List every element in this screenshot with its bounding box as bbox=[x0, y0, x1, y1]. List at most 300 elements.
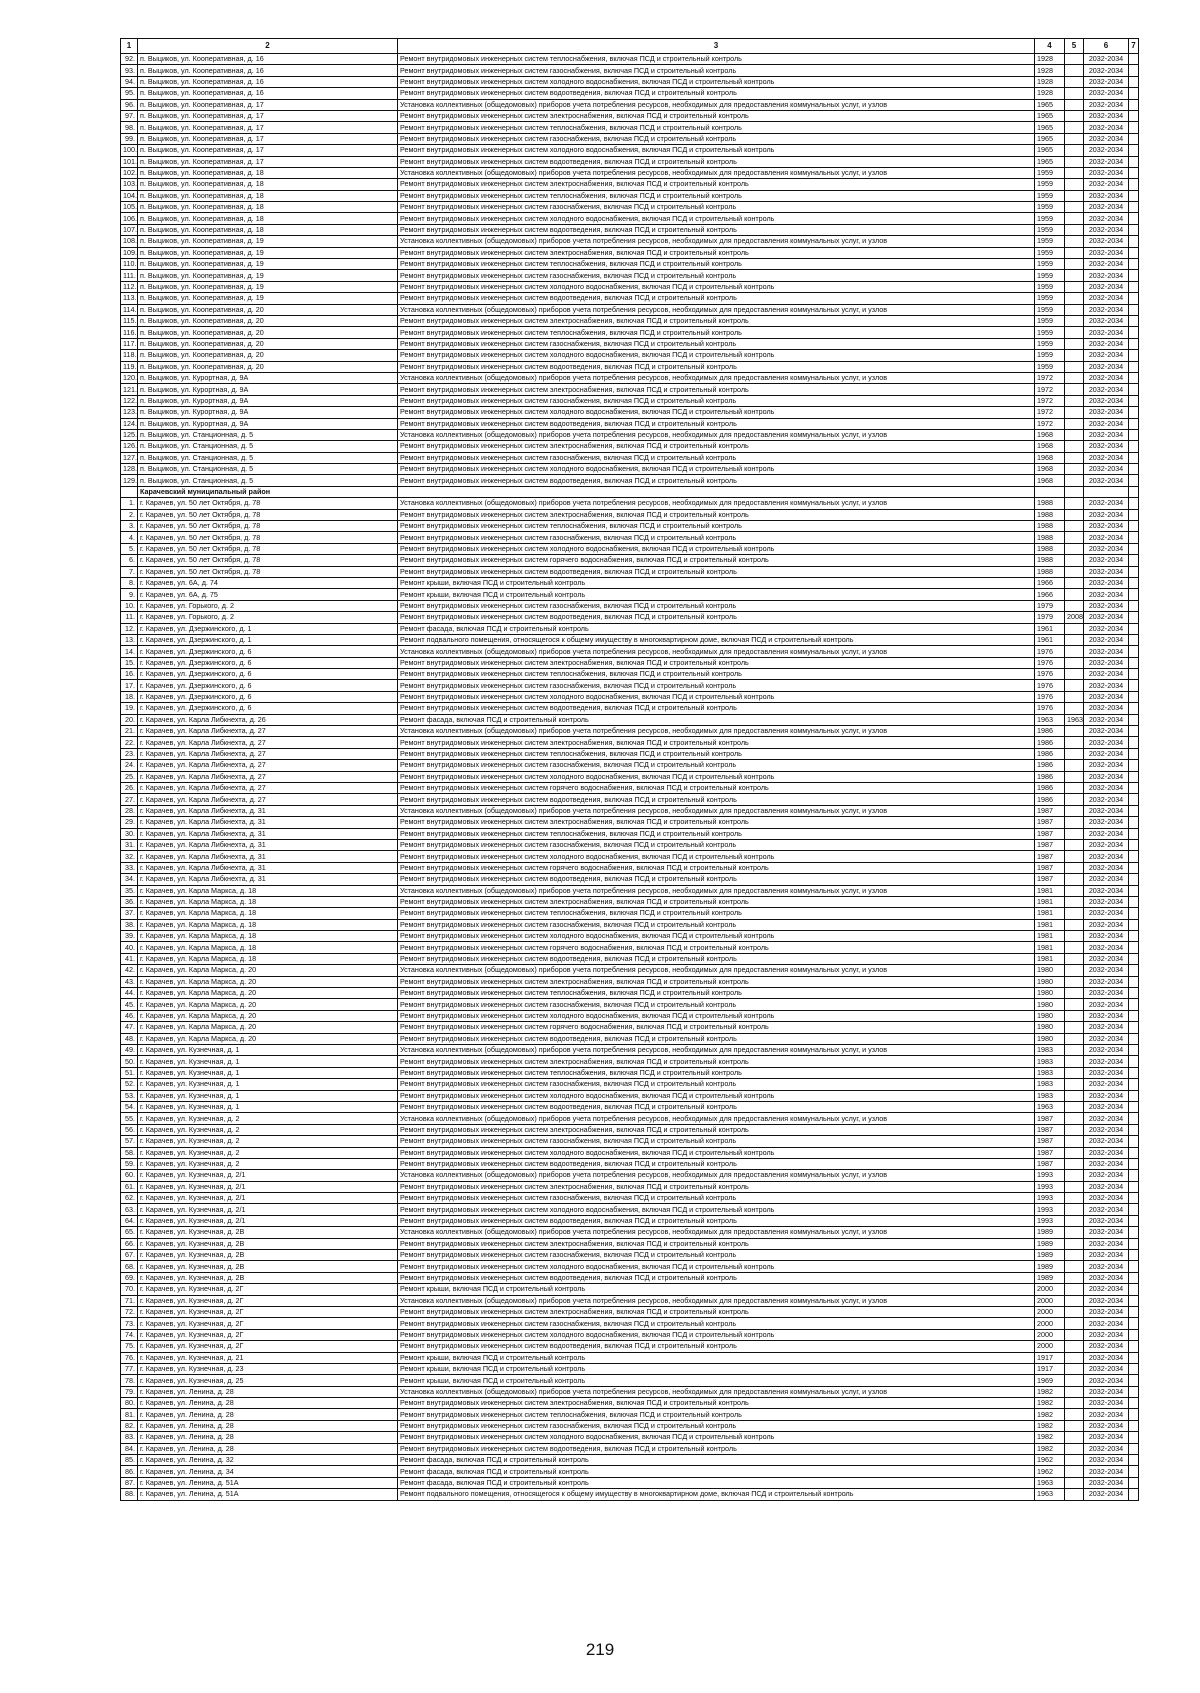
work-type-cell: Ремонт внутридомовых инженерных систем холодного водоснабжения, включая ПСД и строительный контроль bbox=[398, 1204, 1035, 1215]
table-row bbox=[121, 475, 1139, 486]
row-number-cell: 46. bbox=[121, 1010, 138, 1021]
period-cell: 2032-2034 bbox=[1084, 1489, 1129, 1500]
year-cell bbox=[1065, 509, 1084, 520]
build-year-cell: 1981 bbox=[1035, 942, 1065, 953]
period-cell: 2032-2034 bbox=[1084, 521, 1129, 532]
period-cell: 2032-2034 bbox=[1084, 293, 1129, 304]
blank-cell bbox=[1129, 566, 1139, 577]
year-cell bbox=[1065, 1158, 1084, 1169]
build-year-cell: 1961 bbox=[1035, 623, 1065, 634]
year-cell bbox=[1065, 783, 1084, 794]
address-cell: г. Карачев, ул. Карла Маркса, д. 18 bbox=[138, 942, 398, 953]
build-year-cell: 1976 bbox=[1035, 703, 1065, 714]
build-year-cell: 1965 bbox=[1035, 145, 1065, 156]
work-type-cell: Ремонт внутридомовых инженерных систем газоснабжения, включая ПСД и строительный контроль bbox=[398, 1318, 1035, 1329]
row-number-cell: 48. bbox=[121, 1033, 138, 1044]
period-cell: 2032-2034 bbox=[1084, 236, 1129, 247]
work-type-cell: Ремонт внутридомовых инженерных систем водоотведения, включая ПСД и строительный контроль bbox=[398, 1033, 1035, 1044]
address-cell: г. Карачев, ул. Кузнечная, д. 2Г bbox=[138, 1341, 398, 1352]
period-cell: 2032-2034 bbox=[1084, 1432, 1129, 1443]
row-number-cell: 6. bbox=[121, 555, 138, 566]
build-year-cell: 1972 bbox=[1035, 418, 1065, 429]
blank-cell bbox=[1129, 99, 1139, 110]
table-row bbox=[121, 145, 1139, 156]
period-cell: 2032-2034 bbox=[1084, 350, 1129, 361]
year-cell bbox=[1065, 486, 1084, 497]
period-cell: 2032-2034 bbox=[1084, 1044, 1129, 1055]
table-row bbox=[121, 1079, 1139, 1090]
address-cell: г. Карачев, ул. Дзержинского, д. 6 bbox=[138, 691, 398, 702]
row-number-cell: 105. bbox=[121, 202, 138, 213]
build-year-cell: 1986 bbox=[1035, 737, 1065, 748]
work-type-cell: Ремонт внутридомовых инженерных систем водоотведения, включая ПСД и строительный контроль bbox=[398, 874, 1035, 885]
period-cell: 2032-2034 bbox=[1084, 1204, 1129, 1215]
row-number-cell: 87. bbox=[121, 1477, 138, 1488]
blank-cell bbox=[1129, 896, 1139, 907]
period-cell: 2032-2034 bbox=[1084, 1022, 1129, 1033]
year-cell bbox=[1065, 942, 1084, 953]
row-number-cell: 37. bbox=[121, 908, 138, 919]
address-cell: г. Карачев, ул. 50 лет Октября, д. 78 bbox=[138, 555, 398, 566]
blank-cell bbox=[1129, 54, 1139, 65]
work-type-cell: Ремонт крыши, включая ПСД и строительный контроль bbox=[398, 1363, 1035, 1374]
build-year-cell: 1983 bbox=[1035, 1079, 1065, 1090]
row-number-cell: 110. bbox=[121, 259, 138, 270]
work-type-cell: Ремонт внутридомовых инженерных систем газоснабжения, включая ПСД и строительный контроль bbox=[398, 338, 1035, 349]
address-cell: п. Выциков, ул. Кооперативная, д. 18 bbox=[138, 213, 398, 224]
table-row bbox=[121, 1101, 1139, 1112]
table-row bbox=[121, 1215, 1139, 1226]
table-row bbox=[121, 372, 1139, 383]
build-year-cell: 1986 bbox=[1035, 726, 1065, 737]
year-cell bbox=[1065, 908, 1084, 919]
work-type-cell: Ремонт внутридомовых инженерных систем электроснабжения, включая ПСД и строительный контроль bbox=[398, 247, 1035, 258]
work-type-cell: Ремонт внутридомовых инженерных систем горячего водоснабжения, включая ПСД и строительный контроль bbox=[398, 1022, 1035, 1033]
work-type-cell: Ремонт внутридомовых инженерных систем электроснабжения, включая ПСД и строительный контроль bbox=[398, 1124, 1035, 1135]
year-cell bbox=[1065, 794, 1084, 805]
table-row bbox=[121, 1261, 1139, 1272]
blank-cell bbox=[1129, 145, 1139, 156]
period-cell: 2032-2034 bbox=[1084, 259, 1129, 270]
build-year-cell: 1959 bbox=[1035, 327, 1065, 338]
work-type-cell: Ремонт внутридомовых инженерных систем газоснабжения, включая ПСД и строительный контроль bbox=[398, 600, 1035, 611]
build-year-cell: 1989 bbox=[1035, 1272, 1065, 1283]
work-type-cell: Ремонт внутридомовых инженерных систем теплоснабжения, включая ПСД и строительный контроль bbox=[398, 122, 1035, 133]
blank-cell bbox=[1129, 771, 1139, 782]
col-header-2: 2 bbox=[138, 39, 398, 54]
row-number-cell: 84. bbox=[121, 1443, 138, 1454]
blank-cell bbox=[1129, 464, 1139, 475]
row-number-cell: 32. bbox=[121, 851, 138, 862]
work-type-cell: Установка коллективных (общедомовых) приборов учета потребления ресурсов, необходимых для предоставления коммунальных услуг, и узлов bbox=[398, 498, 1035, 509]
year-cell bbox=[1065, 1238, 1084, 1249]
work-type-cell: Ремонт внутридомовых инженерных систем газоснабжения, включая ПСД и строительный контроль bbox=[398, 1250, 1035, 1261]
year-cell bbox=[1065, 1136, 1084, 1147]
blank-cell bbox=[1129, 817, 1139, 828]
year-cell bbox=[1065, 737, 1084, 748]
row-number-cell: 124. bbox=[121, 418, 138, 429]
table-row bbox=[121, 1306, 1139, 1317]
year-cell bbox=[1065, 874, 1084, 885]
table-row bbox=[121, 1318, 1139, 1329]
period-cell: 2032-2034 bbox=[1084, 475, 1129, 486]
build-year-cell: 1989 bbox=[1035, 1250, 1065, 1261]
row-number-cell: 38. bbox=[121, 919, 138, 930]
table-row bbox=[121, 566, 1139, 577]
year-cell bbox=[1065, 213, 1084, 224]
build-year-cell: 1981 bbox=[1035, 885, 1065, 896]
work-type-cell: Установка коллективных (общедомовых) приборов учета потребления ресурсов, необходимых для предоставления коммунальных услуг, и узлов bbox=[398, 1227, 1035, 1238]
period-cell: 2032-2034 bbox=[1084, 110, 1129, 121]
year-cell bbox=[1065, 669, 1084, 680]
period-cell: 2032-2034 bbox=[1084, 156, 1129, 167]
blank-cell bbox=[1129, 350, 1139, 361]
row-number-cell: 104. bbox=[121, 190, 138, 201]
row-number-cell: 97. bbox=[121, 110, 138, 121]
blank-cell bbox=[1129, 475, 1139, 486]
year-cell bbox=[1065, 1455, 1084, 1466]
build-year-cell: 1981 bbox=[1035, 908, 1065, 919]
table-row bbox=[121, 293, 1139, 304]
address-cell: п. Выциков, ул. Курортная, д. 9А bbox=[138, 418, 398, 429]
address-cell: п. Выциков, ул. Кооперативная, д. 19 bbox=[138, 259, 398, 270]
period-cell: 2032-2034 bbox=[1084, 726, 1129, 737]
blank-cell bbox=[1129, 179, 1139, 190]
period-cell: 2032-2034 bbox=[1084, 1284, 1129, 1295]
table-row bbox=[121, 691, 1139, 702]
year-cell bbox=[1065, 122, 1084, 133]
work-type-cell: Ремонт внутридомовых инженерных систем теплоснабжения, включая ПСД и строительный контроль bbox=[398, 327, 1035, 338]
period-cell: 2032-2034 bbox=[1084, 361, 1129, 372]
period-cell: 2032-2034 bbox=[1084, 464, 1129, 475]
table-row bbox=[121, 1420, 1139, 1431]
work-type-cell: Ремонт внутридомовых инженерных систем холодного водоснабжения, включая ПСД и строительный контроль bbox=[398, 350, 1035, 361]
blank-cell bbox=[1129, 236, 1139, 247]
row-number-cell: 41. bbox=[121, 953, 138, 964]
build-year-cell: 1987 bbox=[1035, 1124, 1065, 1135]
blank-cell bbox=[1129, 988, 1139, 999]
address-cell: г. Карачев, ул. Кузнечная, д. 1 bbox=[138, 1067, 398, 1078]
work-type-cell: Установка коллективных (общедомовых) приборов учета потребления ресурсов, необходимых для предоставления коммунальных услуг, и узлов bbox=[398, 885, 1035, 896]
address-cell: п. Выциков, ул. Кооперативная, д. 20 bbox=[138, 350, 398, 361]
work-type-cell: Ремонт внутридомовых инженерных систем электроснабжения, включая ПСД и строительный контроль bbox=[398, 509, 1035, 520]
blank-cell bbox=[1129, 874, 1139, 885]
blank-cell bbox=[1129, 931, 1139, 942]
address-cell: п. Выциков, ул. Кооперативная, д. 17 bbox=[138, 133, 398, 144]
blank-cell bbox=[1129, 726, 1139, 737]
period-cell: 2032-2034 bbox=[1084, 509, 1129, 520]
blank-cell bbox=[1129, 1409, 1139, 1420]
address-cell: п. Выциков, ул. Кооперативная, д. 17 bbox=[138, 99, 398, 110]
build-year-cell: 1982 bbox=[1035, 1420, 1065, 1431]
address-cell: г. Карачев, ул. Карла Либкнехта, д. 27 bbox=[138, 748, 398, 759]
build-year-cell: 1980 bbox=[1035, 965, 1065, 976]
table-row bbox=[121, 88, 1139, 99]
period-cell: 2032-2034 bbox=[1084, 1067, 1129, 1078]
table-row bbox=[121, 1363, 1139, 1374]
work-type-cell: Ремонт фасада, включая ПСД и строительный контроль bbox=[398, 1477, 1035, 1488]
address-cell: г. Карачев, ул. Дзержинского, д. 6 bbox=[138, 680, 398, 691]
row-number-cell: 26. bbox=[121, 783, 138, 794]
table-row bbox=[121, 133, 1139, 144]
build-year-cell: 1987 bbox=[1035, 1147, 1065, 1158]
address-cell: п. Выциков, ул. Кооперативная, д. 17 bbox=[138, 156, 398, 167]
period-cell: 2032-2034 bbox=[1084, 441, 1129, 452]
year-cell bbox=[1065, 976, 1084, 987]
row-number-cell: 9. bbox=[121, 589, 138, 600]
build-year-cell: 1989 bbox=[1035, 1227, 1065, 1238]
blank-cell bbox=[1129, 748, 1139, 759]
address-cell: г. Карачев, ул. Горького, д. 2 bbox=[138, 612, 398, 623]
table-row bbox=[121, 737, 1139, 748]
address-cell: г. Карачев, ул. Ленина, д. 28 bbox=[138, 1443, 398, 1454]
address-cell: г. Карачев, ул. Кузнечная, д. 2Г bbox=[138, 1318, 398, 1329]
address-cell: г. Карачев, ул. 6А, д. 75 bbox=[138, 589, 398, 600]
blank-cell bbox=[1129, 1295, 1139, 1306]
work-type-cell: Ремонт внутридомовых инженерных систем горячего водоснабжения, включая ПСД и строительный контроль bbox=[398, 783, 1035, 794]
blank-cell bbox=[1129, 1250, 1139, 1261]
table-row bbox=[121, 623, 1139, 634]
address-cell: г. Карачев, ул. Ленина, д. 51А bbox=[138, 1477, 398, 1488]
period-cell: 2032-2034 bbox=[1084, 828, 1129, 839]
blank-cell bbox=[1129, 384, 1139, 395]
period-cell: 2032-2034 bbox=[1084, 1136, 1129, 1147]
build-year-cell: 1987 bbox=[1035, 1136, 1065, 1147]
table-row bbox=[121, 1398, 1139, 1409]
address-cell: г. Карачев, ул. Карла Либкнехта, д. 27 bbox=[138, 794, 398, 805]
address-cell: п. Выциков, ул. Курортная, д. 9А bbox=[138, 407, 398, 418]
work-type-cell: Ремонт внутридомовых инженерных систем горячего водоснабжения, включая ПСД и строительный контроль bbox=[398, 942, 1035, 953]
row-number-cell: 59. bbox=[121, 1158, 138, 1169]
work-type-cell: Ремонт внутридомовых инженерных систем теплоснабжения, включая ПСД и строительный контроль bbox=[398, 828, 1035, 839]
row-number-cell: 78. bbox=[121, 1375, 138, 1386]
address-cell: г. Карачев, ул. Кузнечная, д. 2В bbox=[138, 1261, 398, 1272]
table-row bbox=[121, 908, 1139, 919]
blank-cell bbox=[1129, 600, 1139, 611]
blank-cell bbox=[1129, 521, 1139, 532]
address-cell: г. Карачев, ул. Карла Маркса, д. 18 bbox=[138, 931, 398, 942]
blank-cell bbox=[1129, 862, 1139, 873]
address-cell: п. Выциков, ул. Кооперативная, д. 18 bbox=[138, 190, 398, 201]
row-number-cell: 72. bbox=[121, 1306, 138, 1317]
build-year-cell: 1959 bbox=[1035, 350, 1065, 361]
work-type-cell: Ремонт крыши, включая ПСД и строительный контроль bbox=[398, 589, 1035, 600]
address-cell: г. Карачев, ул. Кузнечная, д. 1 bbox=[138, 1101, 398, 1112]
address-cell: п. Выциков, ул. Кооперативная, д. 20 bbox=[138, 327, 398, 338]
address-cell: п. Выциков, ул. Станционная, д. 5 bbox=[138, 429, 398, 440]
address-cell: п. Выциков, ул. Курортная, д. 9А bbox=[138, 384, 398, 395]
blank-cell bbox=[1129, 76, 1139, 87]
build-year-cell: 1928 bbox=[1035, 54, 1065, 65]
build-year-cell: 1987 bbox=[1035, 817, 1065, 828]
address-cell: п. Выциков, ул. Кооперативная, д. 18 bbox=[138, 202, 398, 213]
table-row bbox=[121, 315, 1139, 326]
work-type-cell: Ремонт внутридомовых инженерных систем электроснабжения, включая ПСД и строительный контроль bbox=[398, 1398, 1035, 1409]
build-year-cell: 1986 bbox=[1035, 771, 1065, 782]
address-cell: г. Карачев, ул. Карла Либкнехта, д. 27 bbox=[138, 771, 398, 782]
address-cell: п. Выциков, ул. Кооперативная, д. 18 bbox=[138, 167, 398, 178]
address-cell: г. Карачев, ул. Ленина, д. 28 bbox=[138, 1432, 398, 1443]
work-type-cell: Ремонт фасада, включая ПСД и строительный контроль bbox=[398, 714, 1035, 725]
build-year-cell: 1965 bbox=[1035, 156, 1065, 167]
work-type-cell: Ремонт внутридомовых инженерных систем газоснабжения, включая ПСД и строительный контроль bbox=[398, 202, 1035, 213]
year-cell bbox=[1065, 1079, 1084, 1090]
year-cell bbox=[1065, 1250, 1084, 1261]
period-cell: 2032-2034 bbox=[1084, 680, 1129, 691]
blank-cell bbox=[1129, 783, 1139, 794]
row-number-cell: 56. bbox=[121, 1124, 138, 1135]
build-year-cell: 1987 bbox=[1035, 1158, 1065, 1169]
build-year-cell: 1972 bbox=[1035, 407, 1065, 418]
work-type-cell: Ремонт внутридомовых инженерных систем электроснабжения, включая ПСД и строительный контроль bbox=[398, 110, 1035, 121]
address-cell: п. Выциков, ул. Кооперативная, д. 19 bbox=[138, 293, 398, 304]
year-cell bbox=[1065, 110, 1084, 121]
year-cell bbox=[1065, 1204, 1084, 1215]
table-row bbox=[121, 190, 1139, 201]
blank-cell bbox=[1129, 1010, 1139, 1021]
address-cell: п. Выциков, ул. Кооперативная, д. 20 bbox=[138, 338, 398, 349]
period-cell: 2032-2034 bbox=[1084, 1261, 1129, 1272]
address-cell: г. Карачев, ул. Карла Маркса, д. 20 bbox=[138, 988, 398, 999]
work-type-cell: Ремонт внутридомовых инженерных систем холодного водоснабжения, включая ПСД и строительный контроль bbox=[398, 281, 1035, 292]
table-row bbox=[121, 1147, 1139, 1158]
year-cell bbox=[1065, 1477, 1084, 1488]
row-number-cell: 106. bbox=[121, 213, 138, 224]
period-cell: 2032-2034 bbox=[1084, 122, 1129, 133]
table-row bbox=[121, 281, 1139, 292]
period-cell: 2032-2034 bbox=[1084, 589, 1129, 600]
table-row bbox=[121, 1113, 1139, 1124]
work-type-cell: Ремонт внутридомовых инженерных систем водоотведения, включая ПСД и строительный контроль bbox=[398, 794, 1035, 805]
work-type-cell: Ремонт внутридомовых инженерных систем электроснабжения, включая ПСД и строительный контроль bbox=[398, 817, 1035, 828]
year-cell bbox=[1065, 202, 1084, 213]
row-number-cell: 31. bbox=[121, 839, 138, 850]
column-number-row bbox=[121, 39, 1139, 54]
col-header-1: 1 bbox=[121, 39, 138, 54]
year-cell bbox=[1065, 862, 1084, 873]
work-type-cell: Ремонт внутридомовых инженерных систем газоснабжения, включая ПСД и строительный контроль bbox=[398, 532, 1035, 543]
row-number-cell: 123. bbox=[121, 407, 138, 418]
work-type-cell: Ремонт внутридомовых инженерных систем водоотведения, включая ПСД и строительный контроль bbox=[398, 224, 1035, 235]
period-cell: 2032-2034 bbox=[1084, 965, 1129, 976]
table-row bbox=[121, 110, 1139, 121]
period-cell: 2032-2034 bbox=[1084, 691, 1129, 702]
table-row bbox=[121, 1375, 1139, 1386]
col-header-5: 5 bbox=[1065, 39, 1084, 54]
period-cell: 2032-2034 bbox=[1084, 1250, 1129, 1261]
table-row bbox=[121, 1136, 1139, 1147]
work-type-cell: Ремонт внутридомовых инженерных систем водоотведения, включая ПСД и строительный контроль bbox=[398, 1272, 1035, 1283]
period-cell: 2032-2034 bbox=[1084, 133, 1129, 144]
work-type-cell: Установка коллективных (общедомовых) приборов учета потребления ресурсов, необходимых для предоставления коммунальных услуг, и узлов bbox=[398, 646, 1035, 657]
address-cell: г. Карачев, ул. Карла Либкнехта, д. 31 bbox=[138, 862, 398, 873]
build-year-cell: 1976 bbox=[1035, 691, 1065, 702]
address-cell: г. Карачев, ул. Кузнечная, д. 2/1 bbox=[138, 1215, 398, 1226]
blank-cell bbox=[1129, 441, 1139, 452]
period-cell: 2032-2034 bbox=[1084, 224, 1129, 235]
address-cell: г. Карачев, ул. Карла Либкнехта, д. 27 bbox=[138, 726, 398, 737]
build-year-cell: 1917 bbox=[1035, 1352, 1065, 1363]
address-cell: п. Выциков, ул. Кооперативная, д. 18 bbox=[138, 179, 398, 190]
work-type-cell: Ремонт внутридомовых инженерных систем газоснабжения, включая ПСД и строительный контроль bbox=[398, 919, 1035, 930]
blank-cell bbox=[1129, 543, 1139, 554]
row-number-cell: 80. bbox=[121, 1398, 138, 1409]
row-number-cell: 77. bbox=[121, 1363, 138, 1374]
table-row bbox=[121, 748, 1139, 759]
blank-cell bbox=[1129, 1261, 1139, 1272]
table-row bbox=[121, 452, 1139, 463]
period-cell: 2032-2034 bbox=[1084, 885, 1129, 896]
row-number-cell: 88. bbox=[121, 1489, 138, 1500]
address-cell: г. Карачев, ул. Кузнечная, д. 2/1 bbox=[138, 1204, 398, 1215]
period-cell: 2032-2034 bbox=[1084, 270, 1129, 281]
address-cell: п. Выциков, ул. Курортная, д. 9А bbox=[138, 395, 398, 406]
year-cell bbox=[1065, 1010, 1084, 1021]
work-type-cell: Ремонт крыши, включая ПСД и строительный контроль bbox=[398, 1375, 1035, 1386]
address-cell: г. Карачев, ул. Дзержинского, д. 6 bbox=[138, 669, 398, 680]
table-row bbox=[121, 851, 1139, 862]
year-cell bbox=[1065, 634, 1084, 645]
build-year-cell: 1959 bbox=[1035, 361, 1065, 372]
period-cell: 2032-2034 bbox=[1084, 167, 1129, 178]
address-cell: г. Карачев, ул. Карла Маркса, д. 18 bbox=[138, 953, 398, 964]
year-cell bbox=[1065, 304, 1084, 315]
blank-cell bbox=[1129, 281, 1139, 292]
year-cell bbox=[1065, 1432, 1084, 1443]
year-cell bbox=[1065, 224, 1084, 235]
year-cell bbox=[1065, 338, 1084, 349]
build-year-cell: 1981 bbox=[1035, 953, 1065, 964]
work-type-cell: Ремонт внутридомовых инженерных систем газоснабжения, включая ПСД и строительный контроль bbox=[398, 133, 1035, 144]
work-type-cell: Ремонт внутридомовых инженерных систем водоотведения, включая ПСД и строительный контроль bbox=[398, 293, 1035, 304]
address-cell: г. Карачев, ул. Карла Либкнехта, д. 27 bbox=[138, 760, 398, 771]
year-cell bbox=[1065, 76, 1084, 87]
blank-cell bbox=[1129, 1204, 1139, 1215]
table-row bbox=[121, 213, 1139, 224]
row-number-cell: 21. bbox=[121, 726, 138, 737]
year-cell bbox=[1065, 1101, 1084, 1112]
year-cell bbox=[1065, 1056, 1084, 1067]
blank-cell bbox=[1129, 395, 1139, 406]
table-row bbox=[121, 794, 1139, 805]
period-cell: 2032-2034 bbox=[1084, 851, 1129, 862]
period-cell: 2032-2034 bbox=[1084, 1170, 1129, 1181]
row-number-cell: 79. bbox=[121, 1386, 138, 1397]
row-number-cell: 95. bbox=[121, 88, 138, 99]
year-cell bbox=[1065, 361, 1084, 372]
work-type-cell: Ремонт внутридомовых инженерных систем водоотведения, включая ПСД и строительный контроль bbox=[398, 156, 1035, 167]
build-year-cell: 1988 bbox=[1035, 566, 1065, 577]
table-row bbox=[121, 965, 1139, 976]
blank-cell bbox=[1129, 65, 1139, 76]
year-cell bbox=[1065, 1386, 1084, 1397]
row-number-cell: 86. bbox=[121, 1466, 138, 1477]
year-cell bbox=[1065, 372, 1084, 383]
work-type-cell: Ремонт внутридомовых инженерных систем водоотведения, включая ПСД и строительный контроль bbox=[398, 88, 1035, 99]
address-cell: г. Карачев, ул. Ленина, д. 34 bbox=[138, 1466, 398, 1477]
address-cell: г. Карачев, ул. Карла Либкнехта, д. 27 bbox=[138, 737, 398, 748]
work-type-cell: Ремонт внутридомовых инженерных систем водоотведения, включая ПСД и строительный контроль bbox=[398, 418, 1035, 429]
build-year-cell: 1986 bbox=[1035, 760, 1065, 771]
work-type-cell: Ремонт внутридомовых инженерных систем водоотведения, включая ПСД и строительный контроль bbox=[398, 953, 1035, 964]
year-cell bbox=[1065, 543, 1084, 554]
work-type-cell: Ремонт внутридомовых инженерных систем холодного водоснабжения, включая ПСД и строительный контроль bbox=[398, 1261, 1035, 1272]
blank-cell bbox=[1129, 1033, 1139, 1044]
address-cell: г. Карачев, ул. Ленина, д. 32 bbox=[138, 1455, 398, 1466]
blank-cell bbox=[1129, 623, 1139, 634]
table-row bbox=[121, 1181, 1139, 1192]
address-cell: п. Выциков, ул. Кооперативная, д. 19 bbox=[138, 270, 398, 281]
